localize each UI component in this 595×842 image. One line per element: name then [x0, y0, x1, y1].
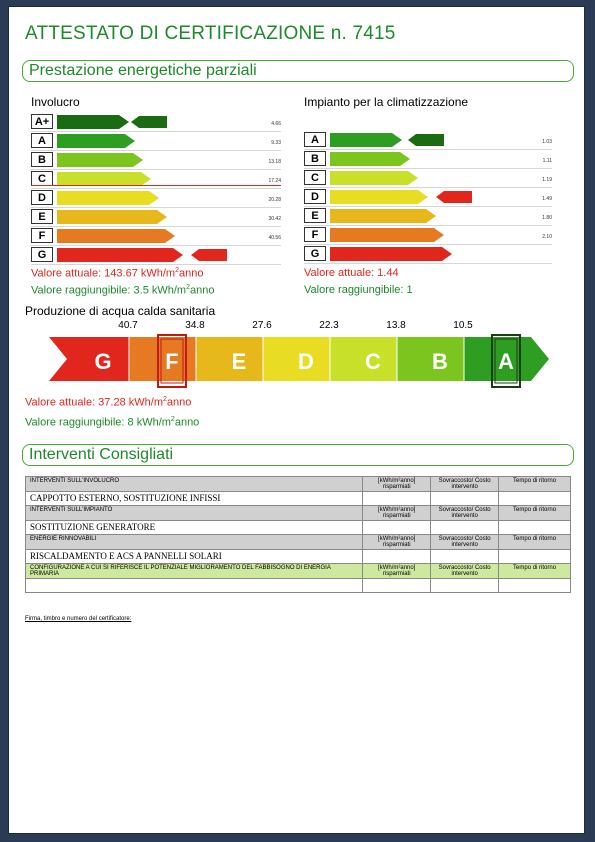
- class-bar: [330, 209, 436, 223]
- scale-row-G: [31, 246, 281, 265]
- group-header: CONFIGURAZIONE A CUI SI RIFERISCE IL POTENZIALE MIGLIORAMENTO DEL FABBISOGNO DI ENERGIA PRIMARIA: [26, 564, 363, 579]
- table-row: INTERVENTI SULL'IMPIANTO [kWh/m²anno] risparmiati Sovraccosto/ Costo intervento Tempo di ritorno: [26, 506, 571, 521]
- involucro-scale: [31, 113, 281, 265]
- class-limit: 20.28: [268, 197, 281, 203]
- class-limit: 4.66: [271, 121, 281, 127]
- acs-threshold: 22.3: [319, 320, 339, 331]
- scale-row-F: [304, 226, 552, 245]
- class-limit: 13.18: [268, 159, 281, 165]
- class-limit: 1.49: [542, 196, 552, 202]
- class-letter: F: [304, 227, 326, 242]
- scale-row-A: [304, 131, 552, 150]
- involucro-target-value: Valore raggiungibile: 3.5 kWh/$m^2anno$: [31, 284, 215, 297]
- acs-threshold: 34.8: [185, 320, 205, 331]
- involucro-current-value: Valore attuale: 143.67 kWh/$m^2anno$: [31, 267, 204, 280]
- acs-letter: G: [94, 349, 112, 374]
- class-letter: D: [31, 190, 53, 205]
- class-letter: D: [304, 189, 326, 204]
- scale-row-B: [304, 150, 552, 169]
- class-limit: 1.80: [542, 215, 552, 221]
- intervention-item: RISCALDAMENTO E ACS A PANNELLI SOLARI: [26, 550, 363, 564]
- class-bar: [57, 248, 183, 262]
- table-row: ENERGIE RINNOVABILI [kWh/m²anno] risparmiati Sovraccosto/ Costo intervento Tempo di ritorno: [26, 535, 571, 550]
- scale-row-B: [31, 151, 281, 170]
- acs-letter: E: [231, 349, 247, 374]
- acs-segment-E: [196, 337, 263, 381]
- acs-segment-D: [263, 337, 330, 381]
- group-header: ENERGIE RINNOVABILI: [26, 535, 363, 550]
- scale-row-A: [31, 132, 281, 151]
- involucro-label: Involucro: [31, 95, 80, 109]
- class-letter: F: [31, 228, 53, 243]
- table-row: [26, 550, 571, 564]
- impianto-scale: [304, 131, 552, 264]
- scale-row-D: [31, 189, 281, 208]
- scale-row-C: [304, 169, 552, 188]
- class-bar: [57, 229, 175, 243]
- table-row: [26, 477, 571, 492]
- scale-row-F: [31, 227, 281, 246]
- table-row: [26, 521, 571, 535]
- intervention-item: SOSTITUZIONE GENERATORE: [26, 521, 363, 535]
- class-limit: 17.24: [268, 178, 281, 184]
- class-letter: G: [304, 246, 326, 261]
- acs-scale: [39, 317, 559, 393]
- table-row: CONFIGURAZIONE A CUI SI RIFERISCE IL POTENZIALE MIGLIORAMENTO DEL FABBISOGNO DI ENERGIA PRIMARIA [kWh/m²anno] risparmiati Sovraccosto/ Costo intervento Tempo di ritorno: [26, 564, 571, 579]
- target-arrow: [131, 116, 167, 128]
- class-bar: [57, 210, 167, 224]
- section-header-interventi: Interventi Consigliati: [22, 444, 574, 466]
- class-limit: 30.42: [268, 216, 281, 222]
- class-bar: [330, 133, 402, 147]
- acs-letter: B: [432, 349, 448, 374]
- class-bar: [330, 190, 428, 204]
- certificate-page: [8, 6, 585, 834]
- class-limit: 2.10: [542, 234, 552, 240]
- acs-threshold: 27.6: [252, 320, 272, 331]
- class-letter: A: [31, 133, 53, 148]
- class-limit: 1.19: [542, 177, 552, 183]
- impianto-current-value: Valore attuale: 1.44: [304, 267, 399, 279]
- target-arrow: [408, 134, 444, 146]
- class-letter: A+: [31, 114, 53, 129]
- class-bar: [57, 115, 129, 129]
- class-bar: [330, 228, 444, 242]
- class-bar: [57, 153, 143, 167]
- acs-threshold: 13.8: [386, 320, 406, 331]
- limit-line: [31, 185, 281, 186]
- acs-segment-C: [330, 337, 397, 381]
- class-letter: G: [31, 247, 53, 262]
- scale-row-C: [31, 170, 281, 189]
- current-arrow: [436, 191, 472, 203]
- acs-letter: D: [298, 349, 314, 374]
- acs-letter: A: [498, 349, 514, 374]
- intervention-item: [26, 579, 363, 593]
- scale-row-E: [304, 207, 552, 226]
- class-limit: 9.33: [271, 140, 281, 146]
- class-bar: [57, 172, 151, 186]
- acs-segment-G: [49, 337, 129, 381]
- acs-current-value: Valore attuale: 37.28 kWh/$m^2anno$: [25, 396, 192, 409]
- col-unit: [kWh/m²anno] risparmiati: [363, 477, 431, 492]
- acs-label: Produzione di acqua calda sanitaria: [25, 304, 216, 318]
- class-bar: [57, 134, 135, 148]
- class-limit: 40.56: [268, 235, 281, 241]
- class-letter: A: [304, 132, 326, 147]
- current-arrow: [191, 249, 227, 261]
- class-letter: E: [304, 208, 326, 223]
- class-letter: B: [304, 151, 326, 166]
- class-bar: [330, 247, 452, 261]
- scale-row-A+: [31, 113, 281, 132]
- group-header: INTERVENTI SULL'IMPIANTO: [26, 506, 363, 521]
- scale-row-G: [304, 245, 552, 264]
- interventions-table: [25, 476, 571, 593]
- group-header: INTERVENTI SULL'INVOLUCRO: [26, 477, 363, 492]
- scale-row-E: [31, 208, 281, 227]
- class-bar: [330, 171, 418, 185]
- acs-letter: F: [165, 349, 179, 374]
- table-row: [26, 492, 571, 506]
- class-letter: B: [31, 152, 53, 167]
- class-bar: [330, 152, 410, 166]
- class-limit: 1.03: [542, 139, 552, 145]
- page-title: ATTESTATO DI CERTIFICAZIONE n. 7415: [25, 23, 396, 44]
- class-letter: C: [304, 170, 326, 185]
- col-cost: Sovraccosto/ Costo intervento: [431, 477, 499, 492]
- acs-threshold: 40.7: [118, 320, 138, 331]
- col-time: Tempo di ritorno: [499, 477, 571, 492]
- impianto-target-value: Valore raggiungibile: 1: [304, 284, 413, 296]
- class-limit: 1.11: [542, 158, 552, 164]
- class-letter: E: [31, 209, 53, 224]
- class-letter: C: [31, 171, 53, 186]
- acs-target-value: Valore raggiungibile: 8 kWh/$m^2anno$: [25, 416, 200, 429]
- class-bar: [57, 191, 159, 205]
- signature-label: Firma, timbro e numero del certificatore:: [25, 616, 132, 622]
- scale-row-D: [304, 188, 552, 207]
- section-header-prestazioni: Prestazione energetiche parziali: [22, 60, 574, 82]
- acs-threshold: 10.5: [453, 320, 473, 331]
- acs-letter: C: [365, 349, 381, 374]
- acs-segment-B: [397, 337, 464, 381]
- intervention-item: CAPPOTTO ESTERNO, SOSTITUZIONE INFISSI: [26, 492, 363, 506]
- table-row: [26, 579, 571, 593]
- impianto-label: Impianto per la climatizzazione: [304, 95, 469, 109]
